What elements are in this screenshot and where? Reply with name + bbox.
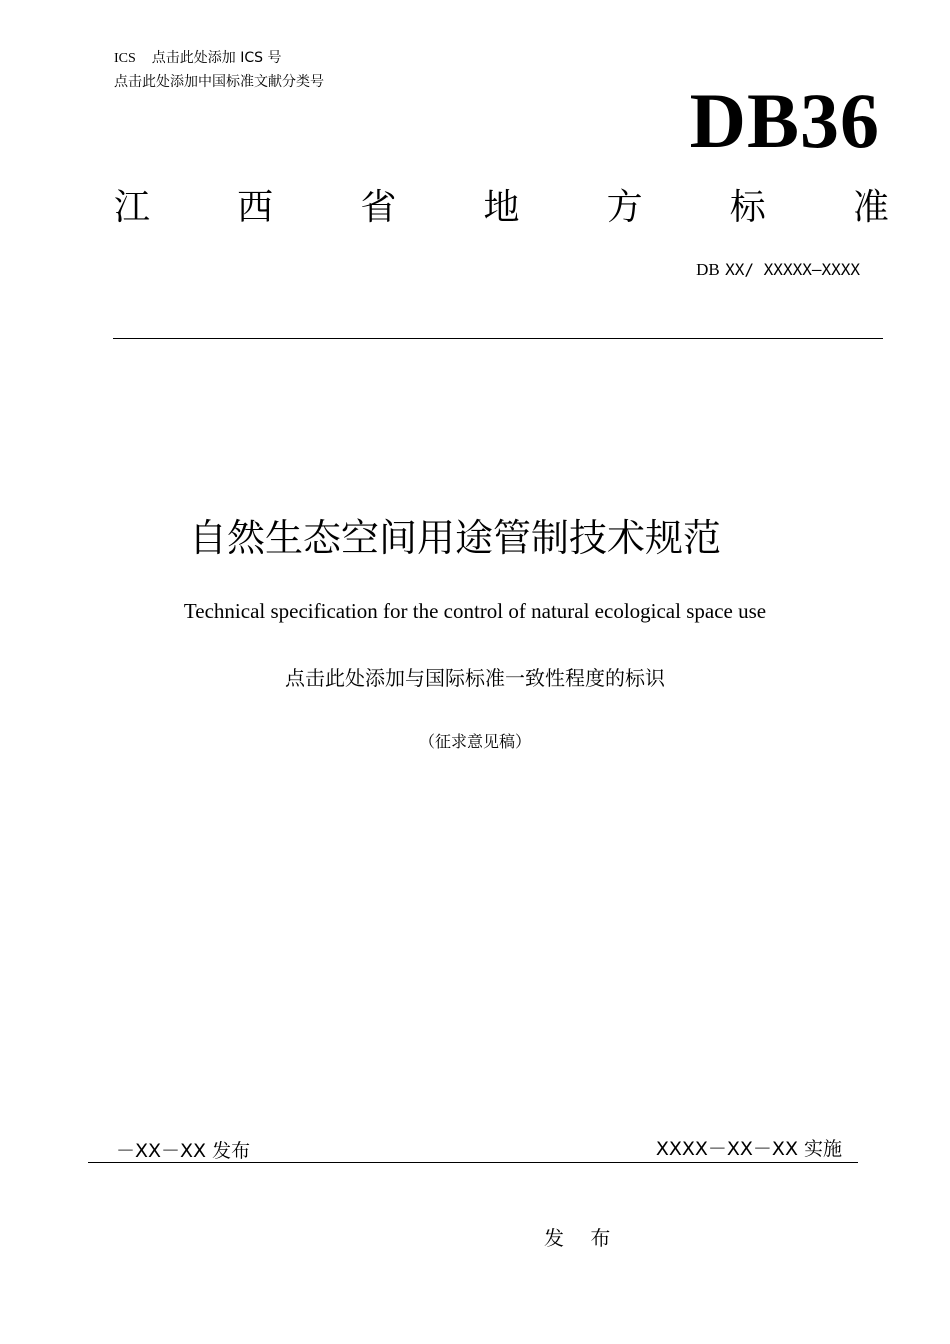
- ics-label: ICS: [114, 51, 136, 66]
- consistency-placeholder[interactable]: 点击此处添加与国际标准一致性程度的标识: [285, 666, 665, 690]
- ccs-number-placeholder[interactable]: 点击此处添加中国标准文献分类号: [114, 74, 324, 90]
- footer-divider: [88, 1162, 858, 1163]
- ics-line: [114, 49, 282, 68]
- standard-number-prefix: DB: [696, 260, 720, 279]
- publish-date[interactable]: －XX－XX 发布: [116, 1140, 251, 1162]
- standard-number-code[interactable]: XX/ XXXXX—XXXX: [725, 260, 860, 279]
- header-divider: [113, 338, 883, 339]
- standard-type-char: 标: [729, 187, 766, 228]
- standard-type-title: [114, 186, 889, 230]
- issuer-label: 发 布: [544, 1226, 621, 1250]
- standard-type-char: 地: [483, 187, 520, 228]
- standard-type-char: 江: [114, 187, 151, 228]
- standard-type-char: 方: [606, 187, 643, 228]
- db-logo: DB36: [689, 77, 880, 164]
- document-title-cn: 自然生态空间用途管制技术规范: [188, 516, 721, 560]
- implement-date[interactable]: XXXX－XX－XX 实施: [655, 1138, 842, 1160]
- standard-type-char: 省: [360, 187, 397, 228]
- document-title-en: Technical specification for the control of natural ecological space use: [183, 599, 767, 623]
- standard-type-char: 准: [852, 187, 889, 228]
- standard-number: [696, 259, 860, 281]
- standard-type-char: 西: [237, 187, 274, 228]
- draft-status: （征求意见稿）: [418, 732, 531, 751]
- ics-number-placeholder[interactable]: 点击此处添加 ICS 号: [151, 50, 282, 66]
